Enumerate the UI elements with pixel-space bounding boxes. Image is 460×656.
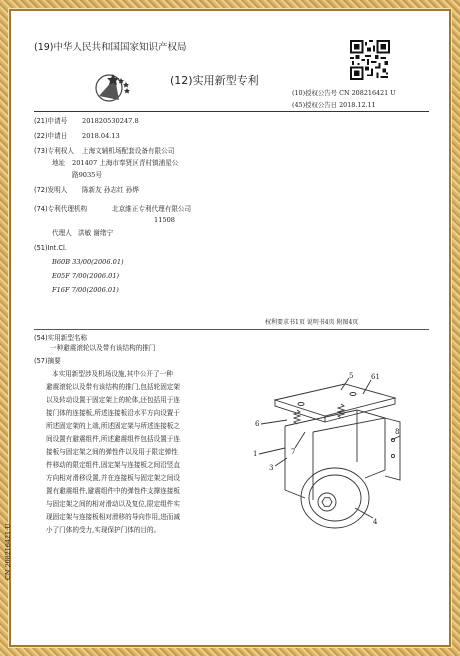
address-line-1: 201407 上海市奉贤区青村镇浦星公 bbox=[72, 159, 179, 167]
abstract-line: 小了门体的受力,实现保护门体的目的。 bbox=[46, 526, 161, 534]
grant-number: (10)授权公告号 CN 208216421 U bbox=[292, 89, 396, 97]
document-type: (12)实用新型专利 bbox=[170, 74, 259, 87]
qr-code bbox=[350, 40, 390, 80]
figure-label: 5 bbox=[349, 372, 354, 380]
caster-figure bbox=[245, 370, 405, 535]
figure-label: 7 bbox=[291, 448, 296, 456]
figure-label: 3 bbox=[269, 464, 274, 472]
agents: 洪敏 谢绪宁 bbox=[78, 229, 114, 237]
abstract-line: 以及转动设置于固定架上的轮体,还包括用于连 bbox=[46, 396, 180, 404]
abstract-line: 置有避震组件,避震组件中的弹性件支撑连接板 bbox=[46, 487, 180, 495]
patentee-label: (73)专利权人 bbox=[34, 147, 74, 155]
abstract-line: 本实用新型涉及机场设施,其中公开了一种 bbox=[52, 370, 173, 378]
title-label: (54)实用新型名称 bbox=[34, 334, 88, 342]
intcl-label: (51)Int.Cl. bbox=[34, 244, 67, 252]
agent-label: 代理人 bbox=[52, 229, 72, 237]
application-date-label: (22)申请日 bbox=[34, 132, 68, 140]
utility-model-title: 一种避震滚轮以及带有该结构的推门 bbox=[50, 344, 156, 352]
address-label: 地址 bbox=[52, 159, 66, 167]
biblio-rule bbox=[34, 329, 429, 330]
side-publication-number: CN 208216421 U bbox=[4, 523, 12, 580]
patent-document bbox=[4, 18, 440, 638]
pages-info: 权利要求书1页 说明书4页 附图4页 bbox=[265, 319, 359, 326]
grant-date: (45)授权公告日 2018.12.11 bbox=[292, 101, 376, 109]
abstract-line: 所述固定架的上端,所述固定架与所述连接板之 bbox=[46, 422, 180, 430]
abstract-line: 现固定架与连接板相对滑移的导向作用,进而减 bbox=[46, 513, 180, 521]
ipc-class-1: B60B 33/00(2006.01) bbox=[52, 258, 124, 266]
figure-label: 1 bbox=[253, 450, 258, 458]
patentee: 上海文辅机场配套设备有限公司 bbox=[82, 147, 175, 155]
figure-label: 8 bbox=[395, 428, 400, 436]
application-date: 2018.04.13 bbox=[82, 132, 120, 140]
agency-label: (74)专利代理机构 bbox=[34, 205, 88, 213]
abstract-line: 间设置有避震组件,所述避震组件包括设置于连 bbox=[46, 435, 180, 443]
figure-label: 61 bbox=[371, 373, 380, 381]
cnipa-logo bbox=[95, 70, 133, 104]
application-number: 201820530247.8 bbox=[82, 117, 139, 125]
ipc-class-2: E05F 7/00(2006.01) bbox=[52, 272, 120, 280]
abstract-line: 件移动的限定组件,固定架与连接板之间沿竖直 bbox=[46, 461, 180, 469]
inventors: 陈新友 孙志红 孙烨 bbox=[82, 186, 139, 194]
agency-line-2: 11508 bbox=[154, 216, 175, 224]
header-rule bbox=[34, 111, 429, 112]
figure-label: 6 bbox=[255, 420, 260, 428]
abstract-line: 接门体的连接板,所述连接板沿水平方向设置于 bbox=[46, 409, 180, 417]
abstract-line: 与固定架之间的相对滑动以及复位,限定组件实 bbox=[46, 500, 180, 508]
abstract-line: 方向相对滑移设置,并在连接板与固定架之间设 bbox=[46, 474, 180, 482]
abstract-label: (57)摘要 bbox=[34, 357, 61, 365]
office-name: (19)中华人民共和国国家知识产权局 bbox=[34, 42, 187, 53]
abstract-line: 接板与固定架之间的弹性件以及用于限定弹性 bbox=[46, 448, 178, 456]
agency-line-1: 北京維正专利代理有限公司 bbox=[112, 205, 192, 213]
figure-label: 4 bbox=[373, 518, 378, 526]
abstract-line: 避震滚轮以及带有该结构的推门,包括轮固定架 bbox=[46, 383, 180, 391]
ipc-class-3: F16F 7/00(2006.01) bbox=[52, 286, 119, 294]
inventor-label: (72)发明人 bbox=[34, 186, 68, 194]
address-line-2: 路9035号 bbox=[72, 171, 102, 179]
application-number-label: (21)申请号 bbox=[34, 117, 68, 125]
